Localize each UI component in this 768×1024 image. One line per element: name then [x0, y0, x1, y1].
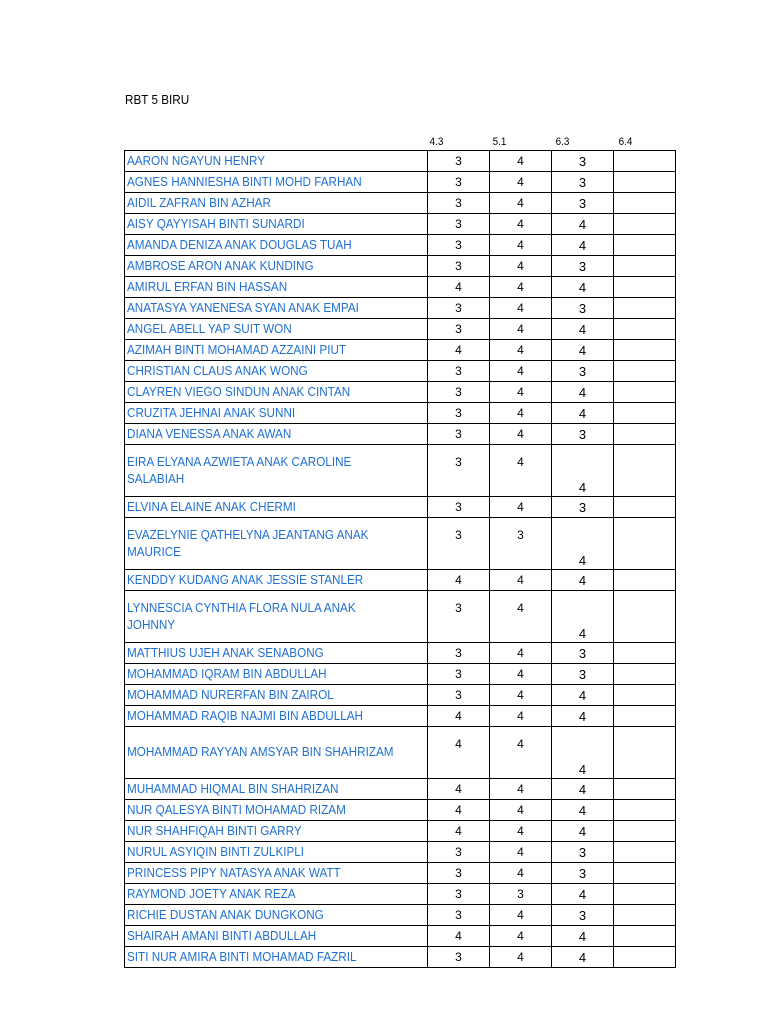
score-cell-4-3[interactable]: 3 [428, 256, 490, 277]
score-cell-6-3[interactable]: 4 [552, 800, 614, 821]
score-cell-5-1[interactable]: 4 [490, 319, 552, 340]
score-cell-4-3[interactable]: 3 [428, 403, 490, 424]
student-name: LYNNESCIA CYNTHIA FLORA NULA ANAK JOHNNY [127, 600, 356, 632]
score-cell-6-4[interactable] [614, 779, 676, 800]
score-cell-5-1[interactable]: 4 [490, 256, 552, 277]
student-name: NUR QALESYA BINTI MOHAMAD RIZAM [127, 801, 346, 817]
score-cell-6-3[interactable]: 3 [552, 863, 614, 884]
table-row [125, 727, 676, 779]
score-cell-6-4[interactable] [614, 664, 676, 685]
score-cell-5-1[interactable]: 4 [490, 193, 552, 214]
score-cell-6-4[interactable] [614, 643, 676, 664]
score-cell-6-3[interactable]: 3 [552, 497, 614, 518]
document-title: RBT 5 BIRU [125, 92, 190, 107]
table-row [125, 947, 676, 968]
score-cell-4-3[interactable]: 3 [428, 214, 490, 235]
student-name: SITI NUR AMIRA BINTI MOHAMAD FAZRIL [127, 948, 357, 964]
score-cell-4-3[interactable]: 4 [428, 340, 490, 361]
student-name-cell[interactable] [125, 277, 428, 298]
student-name-cell[interactable] [125, 497, 428, 518]
score-cell-4-3[interactable]: 3 [428, 319, 490, 340]
score-cell-5-1[interactable]: 4 [490, 361, 552, 382]
score-cell-6-3[interactable]: 4 [552, 727, 614, 779]
score-cell-6-4[interactable] [614, 403, 676, 424]
student-name: MOHAMMAD NURERFAN BIN ZAIROL [127, 686, 334, 702]
student-name-cell[interactable] [125, 382, 428, 403]
score-cell-4-3[interactable]: 3 [428, 361, 490, 382]
score-cell-5-1[interactable]: 4 [490, 664, 552, 685]
score-cell-6-3[interactable]: 4 [552, 518, 614, 570]
table-row [125, 497, 676, 518]
score-cell-5-1[interactable]: 4 [490, 382, 552, 403]
score-cell-6-3[interactable]: 4 [552, 570, 614, 591]
score-cell-6-3[interactable]: 4 [552, 340, 614, 361]
score-cell-4-3[interactable]: 3 [428, 172, 490, 193]
student-name-cell[interactable] [125, 340, 428, 361]
score-cell-5-1[interactable]: 4 [490, 643, 552, 664]
score-cell-5-1[interactable]: 4 [490, 424, 552, 445]
table-row [125, 664, 676, 685]
student-name-cell[interactable] [125, 905, 428, 926]
score-cell-4-3[interactable]: 4 [428, 706, 490, 727]
score-cell-4-3[interactable]: 4 [428, 800, 490, 821]
column-header-6-3: 6.3 [555, 136, 570, 148]
table-row [125, 382, 676, 403]
table-row [125, 319, 676, 340]
score-cell-5-1[interactable]: 4 [490, 591, 552, 643]
score-cell-6-3[interactable]: 3 [552, 424, 614, 445]
score-cell-6-3[interactable]: 4 [552, 214, 614, 235]
score-cell-5-1[interactable]: 4 [490, 277, 552, 298]
score-cell-4-3[interactable]: 3 [428, 382, 490, 403]
score-cell-5-1[interactable]: 4 [490, 947, 552, 968]
score-cell-6-4[interactable] [614, 905, 676, 926]
score-cell-6-3[interactable]: 4 [552, 685, 614, 706]
score-cell-5-1[interactable]: 4 [490, 821, 552, 842]
score-cell-4-3[interactable]: 4 [428, 277, 490, 298]
student-name: MOHAMMAD RAQIB NAJMI BIN ABDULLAH [127, 707, 363, 723]
score-cell-6-4[interactable] [614, 947, 676, 968]
score-cell-6-3[interactable]: 4 [552, 779, 614, 800]
score-cell-4-3[interactable]: 4 [428, 821, 490, 842]
score-cell-4-3[interactable]: 3 [428, 884, 490, 905]
score-cell-6-3[interactable]: 4 [552, 382, 614, 403]
score-cell-6-3[interactable]: 3 [552, 664, 614, 685]
student-name-cell[interactable] [125, 800, 428, 821]
student-name-cell[interactable] [125, 842, 428, 863]
score-cell-6-3[interactable]: 3 [552, 842, 614, 863]
table-row [125, 340, 676, 361]
student-name-cell[interactable] [125, 151, 428, 172]
score-cell-5-1[interactable]: 4 [490, 800, 552, 821]
score-cell-4-3[interactable]: 3 [428, 591, 490, 643]
student-name-cell[interactable] [125, 214, 428, 235]
score-cell-6-4[interactable] [614, 445, 676, 497]
score-cell-4-3[interactable]: 3 [428, 518, 490, 570]
score-cell-6-4[interactable] [614, 151, 676, 172]
score-cell-6-4[interactable] [614, 570, 676, 591]
student-name: MATTHIUS UJEH ANAK SENABONG [127, 644, 324, 660]
student-name: AARON NGAYUN HENRY [127, 152, 266, 168]
score-cell-6-3[interactable]: 4 [552, 445, 614, 497]
student-name-cell[interactable] [125, 947, 428, 968]
column-header-5-1: 5.1 [492, 136, 507, 148]
score-cell-6-3[interactable]: 4 [552, 591, 614, 643]
student-name-cell[interactable] [125, 518, 428, 570]
student-name-cell[interactable] [125, 570, 428, 591]
student-name-cell[interactable] [125, 445, 428, 497]
score-cell-5-1[interactable]: 3 [490, 884, 552, 905]
student-name-cell[interactable] [125, 863, 428, 884]
table-row [125, 821, 676, 842]
student-name-cell[interactable] [125, 424, 428, 445]
table-row [125, 151, 676, 172]
student-name: ELVINA ELAINE ANAK CHERMI [127, 498, 296, 514]
student-name-cell[interactable] [125, 193, 428, 214]
student-name-cell[interactable] [125, 256, 428, 277]
score-cell-6-4[interactable] [614, 800, 676, 821]
score-cell-4-3[interactable]: 3 [428, 424, 490, 445]
student-name-cell[interactable] [125, 361, 428, 382]
score-cell-4-3[interactable]: 3 [428, 298, 490, 319]
score-cell-6-4[interactable] [614, 193, 676, 214]
score-cell-5-1[interactable]: 4 [490, 497, 552, 518]
student-name: AMIRUL ERFAN BIN HASSAN [127, 278, 288, 294]
student-name-cell[interactable] [125, 319, 428, 340]
table-row [125, 445, 676, 497]
table-row [125, 863, 676, 884]
student-name: MOHAMMAD IQRAM BIN ABDULLAH [127, 665, 327, 681]
score-cell-4-3[interactable]: 3 [428, 643, 490, 664]
score-cell-5-1[interactable]: 3 [490, 518, 552, 570]
score-cell-6-4[interactable] [614, 863, 676, 884]
student-name: AMBROSE ARON ANAK KUNDING [127, 257, 314, 273]
score-cell-6-4[interactable] [614, 591, 676, 643]
score-cell-6-4[interactable] [614, 518, 676, 570]
score-cell-6-4[interactable] [614, 277, 676, 298]
score-cell-6-3[interactable]: 3 [552, 151, 614, 172]
student-name-cell[interactable] [125, 727, 428, 779]
student-name: EVAZELYNIE QATHELYNA JEANTANG ANAK MAURICE [127, 527, 369, 559]
score-cell-5-1[interactable]: 4 [490, 151, 552, 172]
score-cell-4-3[interactable]: 4 [428, 926, 490, 947]
student-name-cell[interactable] [125, 685, 428, 706]
student-name-cell[interactable] [125, 403, 428, 424]
score-cell-6-4[interactable] [614, 319, 676, 340]
student-name: CHRISTIAN CLAUS ANAK WONG [127, 362, 308, 378]
table-row [125, 643, 676, 664]
column-headers [0, 136, 768, 150]
student-name-cell[interactable] [125, 298, 428, 319]
score-cell-4-3[interactable]: 4 [428, 779, 490, 800]
student-name: AISY QAYYISAH BINTI SUNARDI [127, 215, 305, 231]
score-cell-6-4[interactable] [614, 497, 676, 518]
score-cell-6-4[interactable] [614, 926, 676, 947]
table-row [125, 591, 676, 643]
score-cell-6-4[interactable] [614, 361, 676, 382]
score-cell-6-4[interactable] [614, 842, 676, 863]
score-cell-5-1[interactable]: 4 [490, 905, 552, 926]
score-cell-6-4[interactable] [614, 172, 676, 193]
student-name: RAYMOND JOETY ANAK REZA [127, 885, 296, 901]
score-cell-5-1[interactable]: 4 [490, 570, 552, 591]
table-row [125, 685, 676, 706]
score-cell-5-1[interactable]: 4 [490, 706, 552, 727]
student-name: CLAYREN VIEGO SINDUN ANAK CINTAN [127, 383, 351, 399]
score-cell-6-4[interactable] [614, 685, 676, 706]
score-cell-4-3[interactable]: 3 [428, 905, 490, 926]
score-cell-6-3[interactable]: 4 [552, 706, 614, 727]
score-cell-6-4[interactable] [614, 298, 676, 319]
score-cell-5-1[interactable]: 4 [490, 779, 552, 800]
score-cell-4-3[interactable]: 3 [428, 151, 490, 172]
table-row [125, 193, 676, 214]
score-cell-4-3[interactable]: 4 [428, 570, 490, 591]
score-cell-6-4[interactable] [614, 382, 676, 403]
student-name: EIRA ELYANA AZWIETA ANAK CAROLINE SALABIAH [127, 454, 352, 486]
table-row [125, 779, 676, 800]
score-cell-5-1[interactable]: 4 [490, 403, 552, 424]
student-name: AIDIL ZAFRAN BIN AZHAR [127, 194, 271, 210]
score-cell-6-4[interactable] [614, 256, 676, 277]
table-row [125, 518, 676, 570]
column-header-6-4: 6.4 [618, 136, 633, 148]
student-name-cell[interactable] [125, 235, 428, 256]
student-name: ANATASYA YANENESA SYAN ANAK EMPAI [127, 299, 359, 315]
table-row [125, 926, 676, 947]
score-cell-5-1[interactable]: 4 [490, 685, 552, 706]
score-cell-6-3[interactable]: 4 [552, 235, 614, 256]
score-cell-5-1[interactable]: 4 [490, 926, 552, 947]
table-row [125, 800, 676, 821]
student-name: MOHAMMAD RAYYAN AMSYAR BIN SHAHRIZAM [127, 744, 394, 760]
student-name: DIANA VENESSA ANAK AWAN [127, 425, 292, 441]
student-name: ANGEL ABELL YAP SUIT WON [127, 320, 292, 336]
table-row [125, 361, 676, 382]
grades-table-body [125, 151, 676, 968]
score-cell-6-3[interactable]: 3 [552, 298, 614, 319]
score-cell-4-3[interactable]: 4 [428, 727, 490, 779]
student-name-cell[interactable] [125, 591, 428, 643]
score-cell-6-4[interactable] [614, 727, 676, 779]
score-cell-6-4[interactable] [614, 884, 676, 905]
score-cell-5-1[interactable]: 4 [490, 340, 552, 361]
score-cell-4-3[interactable]: 3 [428, 863, 490, 884]
score-cell-6-3[interactable]: 3 [552, 361, 614, 382]
table-row [125, 884, 676, 905]
table-row [125, 842, 676, 863]
student-name: CRUZITA JEHNAI ANAK SUNNI [127, 404, 296, 420]
score-cell-6-3[interactable]: 4 [552, 884, 614, 905]
student-name-cell[interactable] [125, 779, 428, 800]
score-cell-6-3[interactable]: 3 [552, 193, 614, 214]
score-cell-6-3[interactable]: 4 [552, 947, 614, 968]
table-row [125, 214, 676, 235]
score-cell-5-1[interactable]: 4 [490, 214, 552, 235]
score-cell-6-3[interactable]: 3 [552, 643, 614, 664]
score-cell-5-1[interactable]: 4 [490, 842, 552, 863]
score-cell-6-3[interactable]: 4 [552, 319, 614, 340]
student-name: SHAIRAH AMANI BINTI ABDULLAH [127, 927, 317, 943]
student-name: PRINCESS PIPY NATASYA ANAK WATT [127, 864, 341, 880]
student-name-cell[interactable] [125, 643, 428, 664]
score-cell-6-4[interactable] [614, 706, 676, 727]
score-cell-5-1[interactable]: 4 [490, 298, 552, 319]
score-cell-5-1[interactable]: 4 [490, 172, 552, 193]
student-name-cell[interactable] [125, 884, 428, 905]
score-cell-6-3[interactable]: 3 [552, 172, 614, 193]
score-cell-6-3[interactable]: 4 [552, 926, 614, 947]
score-cell-4-3[interactable]: 3 [428, 664, 490, 685]
student-name-cell[interactable] [125, 926, 428, 947]
score-cell-5-1[interactable]: 4 [490, 445, 552, 497]
column-header-4-3: 4.3 [429, 136, 444, 148]
student-name: AZIMAH BINTI MOHAMAD AZZAINI PIUT [127, 341, 347, 357]
score-cell-4-3[interactable]: 3 [428, 842, 490, 863]
table-row [125, 905, 676, 926]
student-name: NURUL ASYIQIN BINTI ZULKIPLI [127, 843, 305, 859]
score-cell-5-1[interactable]: 4 [490, 235, 552, 256]
score-cell-5-1[interactable]: 4 [490, 727, 552, 779]
score-cell-6-3[interactable]: 4 [552, 277, 614, 298]
student-name-cell[interactable] [125, 664, 428, 685]
score-cell-6-4[interactable] [614, 821, 676, 842]
student-name: KENDDY KUDANG ANAK JESSIE STANLER [127, 571, 364, 587]
score-cell-4-3[interactable]: 3 [428, 193, 490, 214]
table-row [125, 172, 676, 193]
score-cell-6-4[interactable] [614, 235, 676, 256]
score-cell-6-4[interactable] [614, 424, 676, 445]
score-cell-6-4[interactable] [614, 340, 676, 361]
score-cell-6-4[interactable] [614, 214, 676, 235]
score-cell-4-3[interactable]: 3 [428, 445, 490, 497]
table-row [125, 256, 676, 277]
student-name-cell[interactable] [125, 821, 428, 842]
score-cell-6-3[interactable]: 4 [552, 403, 614, 424]
table-row [125, 277, 676, 298]
student-name: AMANDA DENIZA ANAK DOUGLAS TUAH [127, 236, 352, 252]
score-cell-6-3[interactable]: 3 [552, 256, 614, 277]
table-row [125, 424, 676, 445]
student-name: MUHAMMAD HIQMAL BIN SHAHRIZAN [127, 780, 339, 796]
score-cell-4-3[interactable]: 3 [428, 497, 490, 518]
table-row [125, 298, 676, 319]
score-cell-6-3[interactable]: 3 [552, 905, 614, 926]
table-row [125, 570, 676, 591]
student-name-cell[interactable] [125, 706, 428, 727]
table-row [125, 235, 676, 256]
student-name: AGNES HANNIESHA BINTI MOHD FARHAN [127, 173, 362, 189]
score-cell-4-3[interactable]: 3 [428, 947, 490, 968]
score-cell-6-3[interactable]: 4 [552, 821, 614, 842]
student-name: NUR SHAHFIQAH BINTI GARRY [127, 822, 302, 838]
table-row [125, 403, 676, 424]
score-cell-5-1[interactable]: 4 [490, 863, 552, 884]
student-name: RICHIE DUSTAN ANAK DUNGKONG [127, 906, 324, 922]
score-cell-4-3[interactable]: 3 [428, 235, 490, 256]
score-cell-4-3[interactable]: 3 [428, 685, 490, 706]
student-name-cell[interactable] [125, 172, 428, 193]
table-row [125, 706, 676, 727]
grades-table [124, 150, 676, 968]
